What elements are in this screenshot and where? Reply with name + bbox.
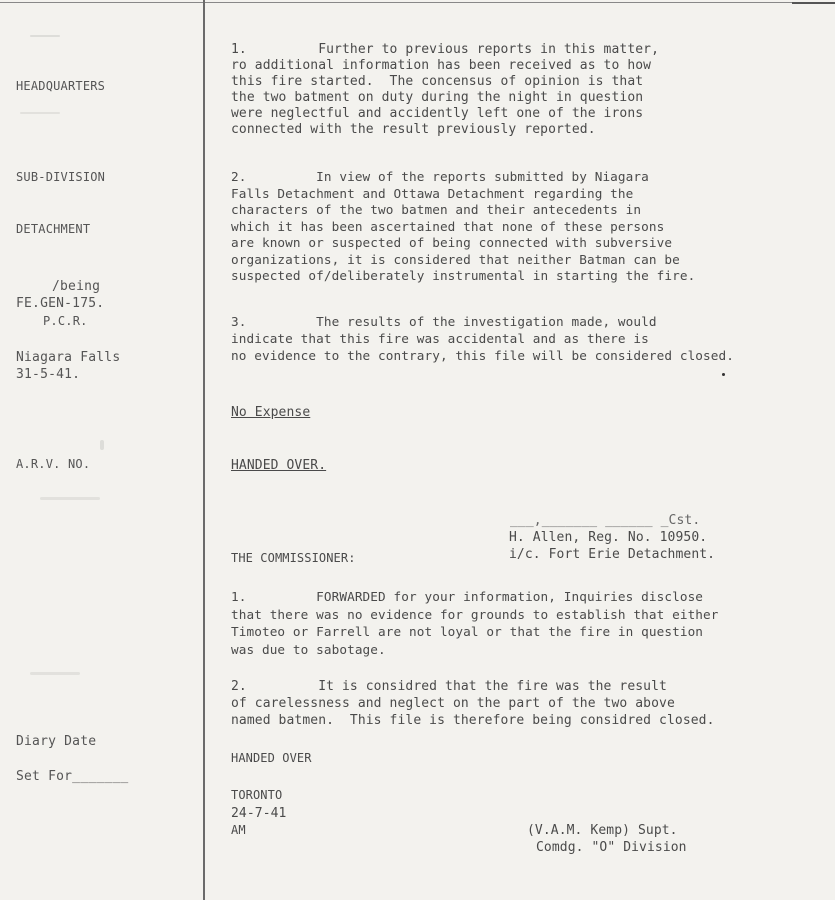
- signature-line: ___,_______ ______ _Cst.: [510, 513, 701, 528]
- text-line: 2. In view of the reports submitted by Niagara: [231, 169, 649, 184]
- text-line: organizations, it is considered that neither Batman can be: [231, 251, 680, 267]
- text-line: named batmen. This file is therefore being considred closed.: [231, 713, 715, 728]
- margin-place: Niagara Falls: [16, 350, 121, 365]
- margin-diary-date: Diary Date: [16, 734, 97, 749]
- text-line: no evidence to the contrary, this file will be considered closed.: [231, 348, 735, 363]
- smudge: [20, 112, 60, 114]
- text-line: indicate that this fire was accidental and as there is: [231, 331, 649, 346]
- margin-date: 31-5-41.: [16, 367, 81, 382]
- text-line: which it has been ascertained that none of these persons: [231, 218, 665, 234]
- text-line: 1. FORWARDED for your information, Inquiries disclose: [231, 589, 704, 604]
- margin-pcr: P.C.R.: [43, 314, 88, 328]
- text-line: this fire started. The concensus of opinion is that: [231, 74, 644, 89]
- margin-set-for: Set For_______: [16, 769, 129, 784]
- text-line: were neglectful and accidently left one of the irons: [231, 106, 644, 121]
- margin-sub-division: SUB-DIVISION: [16, 170, 106, 184]
- commissioner-heading: THE COMMISSIONER:: [231, 551, 356, 565]
- margin-file-number: FE.GEN-175.: [16, 296, 105, 311]
- text-line: 2. It is considred that the fire was the result: [231, 679, 667, 694]
- text-line: ro additional information has been received as to how: [231, 58, 652, 73]
- text-line: suspected of/deliberately instrumental in starting the fire.: [231, 268, 696, 283]
- handed-over-1: [231, 458, 326, 473]
- handed-over-1-text: HANDED OVER.: [231, 458, 327, 473]
- margin-being: /being: [52, 279, 101, 294]
- text-line: connected with the result previously reported.: [231, 122, 596, 137]
- margin-divider: [203, 0, 205, 900]
- forward-initials: AM: [231, 823, 246, 837]
- smudge: [100, 440, 104, 450]
- margin-arv-number: A.R.V. NO.: [16, 457, 91, 471]
- text-line: are known or suspected of being connected with subversive: [231, 235, 673, 250]
- smudge: [30, 672, 80, 675]
- report-paragraph-1: [231, 42, 660, 162]
- superintendent-title: Comdg. "O" Division: [536, 840, 687, 855]
- no-expense-note: No Expense: [231, 405, 311, 420]
- text-line: was due to sabotage.: [231, 641, 386, 657]
- superintendent-name: (V.A.M. Kemp) Supt.: [527, 823, 678, 838]
- handed-over-2: HANDED OVER: [231, 751, 312, 765]
- report-paragraph-2: [231, 169, 696, 304]
- report-paragraph-3: [231, 314, 735, 389]
- smudge: [30, 35, 60, 37]
- top-rule-mark: [792, 2, 835, 4]
- top-rule: [0, 2, 835, 3]
- text-line: characters of the two batmen and their antecedents in: [231, 202, 642, 217]
- forward-paragraph-1: [231, 589, 719, 679]
- text-line: that there was no evidence for grounds to establish that either: [231, 606, 719, 622]
- forward-paragraph-2: [231, 679, 715, 754]
- signature-name: H. Allen, Reg. No. 10950.: [509, 530, 708, 545]
- text-line: 3. The results of the investigation made, would: [231, 314, 657, 329]
- forward-date: 24-7-41: [231, 806, 287, 821]
- text-line: 1. Further to previous reports in this matter,: [231, 42, 660, 57]
- text-line: of carelessness and neglect on the part of the two above: [231, 696, 675, 711]
- ink-dot: [722, 373, 725, 376]
- forward-city: TORONTO: [231, 788, 283, 802]
- margin-detachment: DETACHMENT: [16, 222, 91, 236]
- text-line: Falls Detachment and Ottawa Detachment regarding the: [231, 185, 634, 201]
- margin-headquarters: HEADQUARTERS: [16, 79, 106, 93]
- smudge: [40, 497, 100, 500]
- text-line: Timoteo or Farrell are not loyal or that the fire in question: [231, 624, 704, 639]
- text-line: the two batment on duty during the night in question: [231, 90, 644, 105]
- signature-title: i/c. Fort Erie Detachment.: [509, 547, 716, 562]
